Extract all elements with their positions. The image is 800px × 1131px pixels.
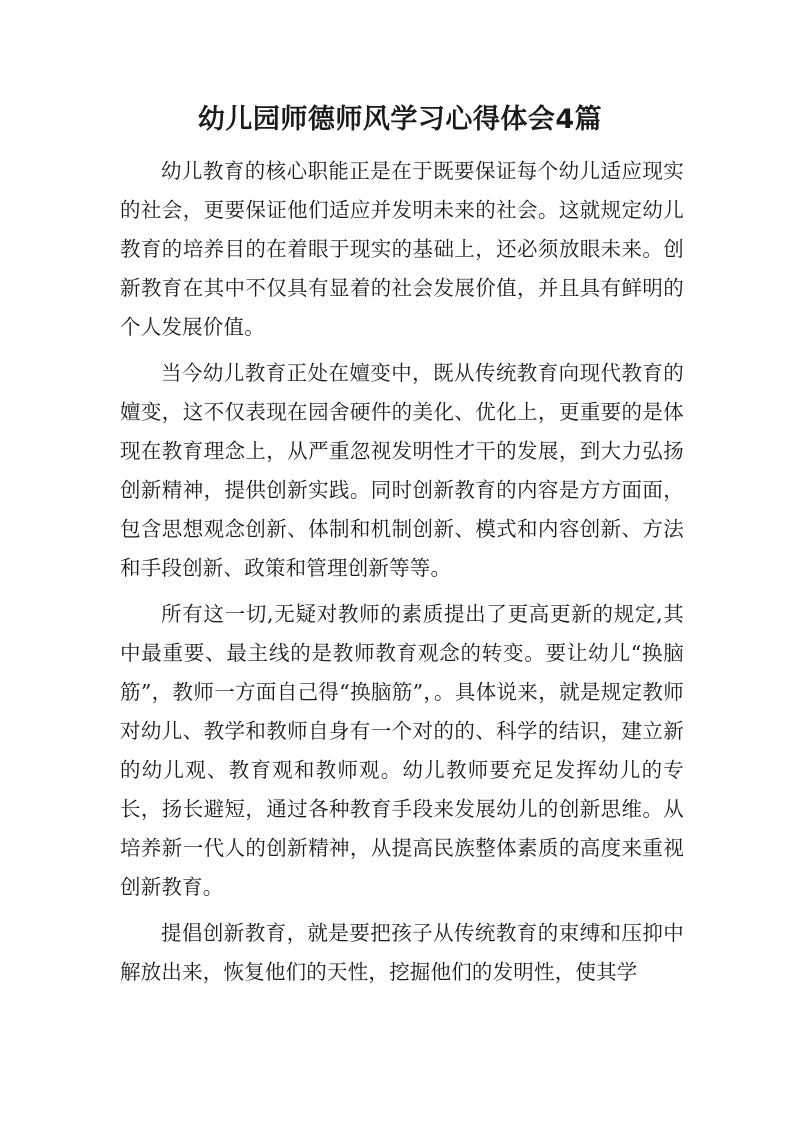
paragraph-4: 提倡创新教育，就是要把孩子从传统教育的束缚和压抑中解放出来，恢复他们的天性，挖掘他们的发明性，使其学 xyxy=(120,921,684,984)
document-title: 幼儿园师德师风学习心得体会4篇 xyxy=(197,104,603,135)
paragraph-1: 幼儿教育的核心职能正是在于既要保证每个幼儿适应现实的社会，更要保证他们适应并发明未来的社会。这就规定幼儿教育的培养目的在着眼于现实的基础上，还必须放眼未来。创新教育在其中不仅具有显着的社会发展价值，并且具有鲜明的个人发展价值。 xyxy=(120,159,684,339)
document-body xyxy=(120,152,684,999)
paragraph-3: 所有这一切,无疑对教师的素质提出了更高更新的规定,其中最重要、最主线的是教师教育观念的转变。要让幼儿“换脑筋”，教师一方面自己得“换脑筋”，。具体说来，就是规定教师对幼儿、教学和教师自身有一个对的的、科学的结识，建立新的幼儿观、教育观和教师观。幼儿教师要充足发挥幼儿的专长，扬长避短，通过各种教育手段来发展幼儿的创新思维。从培养新一代人的创新精神，从提高民族整体素质的高度来重视创新教育。 xyxy=(120,602,684,899)
paragraph-2: 当今幼儿教育正处在嬗变中，既从传统教育向现代教育的嬗变，这不仅表现在园舍硬件的美化、优化上，更重要的是体现在教育理念上，从严重忽视发明性才干的发展，到大力弘扬创新精神，提供创新实践。同时创新教育的内容是方方面面，包含思想观念创新、体制和机制创新、模式和内容创新、方法和手段创新、政策和管理创新等等。 xyxy=(120,361,684,580)
